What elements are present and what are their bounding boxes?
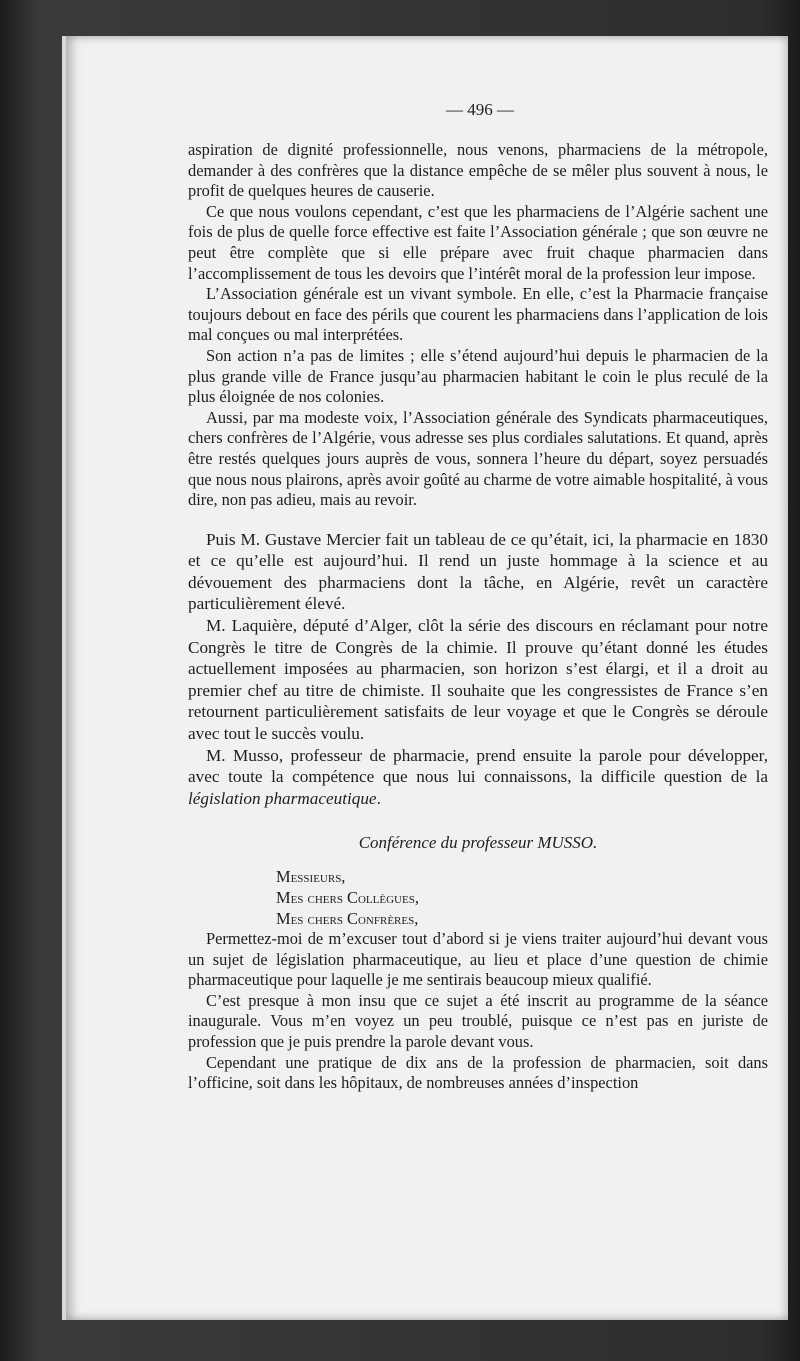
paragraph-9: Permettez-moi de m’excuser tout d’abord si je viens traiter aujourd’hui devant vous un sujet de législation pharmaceutique, au lieu et place d’une question de chimie pharmaceutique pour laquelle je me sentirais beaucoup mieux qualifié. (188, 929, 768, 990)
conference-heading: Conférence du professeur MUSSO. (358, 833, 598, 853)
paragraph-8-text: M. Musso, professeur de pharmacie, prend ensuite la parole pour développer, avec toute la compétence que nous lui connaissons, la difficile question de la (188, 745, 768, 787)
paragraph-7: M. Laquière, député d’Alger, clôt la série des discours en réclamant pour notre Congrès le titre de Congrès de la chimie. Il prouve qu’étant donné les études actuellement imposées au pharmacien, son horizon s’est élargi, et il a droit au premier chef au titre de chimiste. Il souhaite que les congressistes de France s’en retournent particulièrement satisfaits de leur voyage et que le Congrès se déroule avec tout le succès voulu. (188, 616, 768, 744)
section-gap (188, 511, 768, 529)
paragraph-6: Puis M. Gustave Mercier fait un tableau de ce qu’était, ici, la pharmacie en 1830 et ce qu’elle est aujourd’hui. Il rend un juste hommage à la science et au dévouement des pharmaciens dont la tâche, en Algérie, revêt un caractère particulièrement élevé. (188, 529, 768, 614)
paragraph-3: L’Association générale est un vivant symbole. En elle, c’est la Pharmacie française toujours debout en face des périls que courent les pharmaciens dans l’application de lois mal conçues ou mal interprétées. (188, 284, 768, 345)
paragraph-4: Son action n’a pas de limites ; elle s’étend aujourd’hui depuis le pharmacien de la plus grande ville de France jusqu’au pharmacien habitant le coin le plus reculé de la plus éloignée de nos colonies. (188, 345, 768, 407)
page-body (188, 140, 768, 1094)
salutation-line-2: Mes chers Collègues, (276, 888, 419, 907)
paragraph-10: C’est presque à mon insu que ce sujet a été inscrit au programme de la séance inaugurale. Vous m’en voyez un peu troublé, puisque ce n’est pas en juriste de profession que je puis prendre la parole devant vous. (188, 990, 768, 1051)
page-number: — 496 — (446, 100, 514, 119)
salutation-line-1: Messieurs, (276, 867, 346, 886)
salutation (188, 866, 768, 929)
paragraph-8 (188, 745, 768, 810)
paragraph-11: Cependant une pratique de dix ans de la profession de pharmacien, soit dans l’officine, soit dans les hôpitaux, de nombreuses années d’inspection (188, 1052, 768, 1093)
book-page (62, 36, 788, 1320)
paragraph-5: Aussi, par ma modeste voix, l’Association générale des Syndicats pharmaceutiques, chers confrères de l’Algérie, vous adresse ses plus cordiales salutations. Et quand, après être restés quelques jours auprès de vous, sonnera l’heure du départ, soyez persuadés que nous nous plairons, après avoir goûté au charme de votre aimable hospitalité, à vous dire, non pas adieu, mais au revoir. (188, 407, 768, 510)
paragraph-8-italic: législation pharmaceutique (188, 788, 377, 808)
paragraph-1: aspiration de dignité professionnelle, nous venons, pharmaciens de la métropole, demander à des confrères que la distance empêche de se mêler plus souvent à nous, le profit de quelques heures de causerie. (188, 140, 768, 201)
salutation-line-3: Mes chers Confrères, (276, 909, 419, 928)
paragraph-8-end: . (376, 788, 381, 808)
paragraph-2: Ce que nous voulons cependant, c’est que les pharmaciens de l’Algérie sachent une fois de plus de quelle force effective est faite l’Association générale ; que son œuvre ne peut être complète que si elle prépare avec fruit chaque pharmacien dans l’accomplissement de tous les devoirs que l’intérêt moral de la profession leur impose. (188, 201, 768, 283)
